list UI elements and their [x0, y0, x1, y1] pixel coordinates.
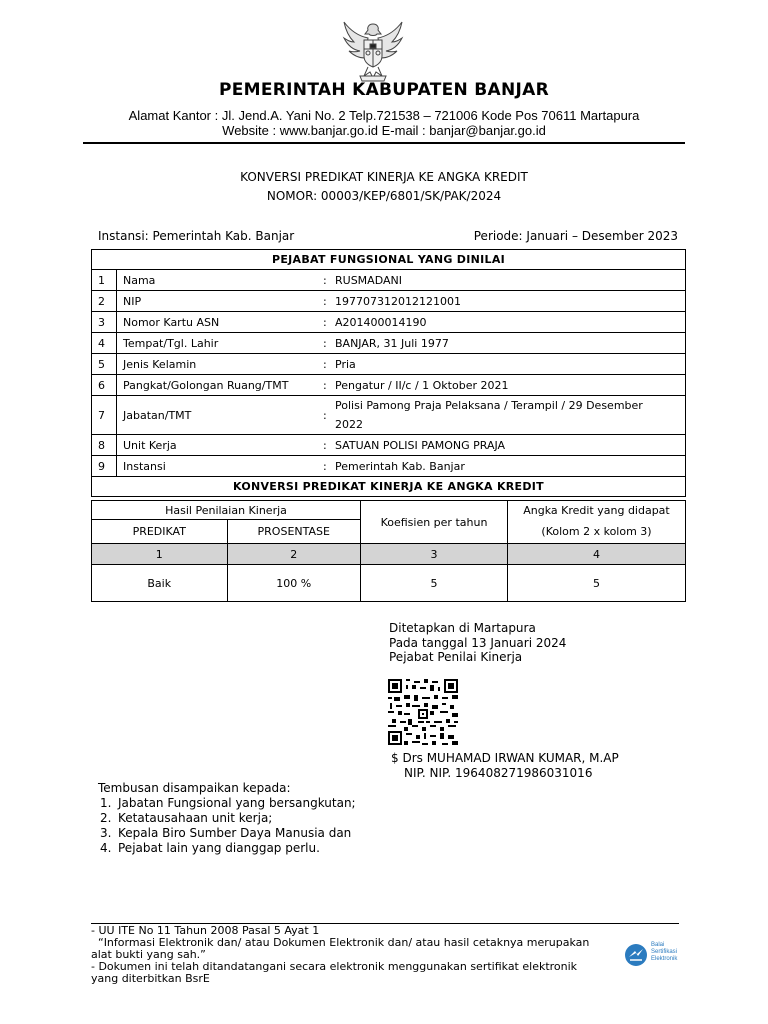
list-item — [100, 796, 356, 811]
row-number: 9 — [92, 456, 117, 477]
koefisien-value: 5 — [361, 565, 508, 602]
cc-title: Tembusan disampaikan kepada: — [98, 781, 291, 795]
row-label: NIP — [117, 291, 324, 312]
conversion-table — [91, 500, 686, 602]
official-heading: PEJABAT FUNGSIONAL YANG DINILAI — [92, 250, 686, 270]
row-number: 8 — [92, 435, 117, 456]
col-angka-kredit: Angka Kredit yang didapat — [508, 501, 686, 520]
row-value-line: 2022 — [335, 418, 363, 431]
row-colon: : — [323, 270, 331, 291]
footer-note — [91, 925, 621, 985]
col-angka-kredit-formula: (Kolom 2 x kolom 3) — [508, 520, 686, 544]
signer-nip: NIP. NIP. 196408271986031016 — [404, 766, 593, 780]
row-number: 3 — [92, 312, 117, 333]
qr-code-icon — [388, 679, 458, 745]
row-value: Pemerintah Kab. Banjar — [331, 456, 686, 477]
row-value-line: Polisi Pamong Praja Pelaksana / Terampil / 29 Desember — [335, 399, 643, 412]
row-number: 7 — [92, 396, 117, 435]
row-value: Pengatur / II/c / 1 Oktober 2021 — [331, 375, 686, 396]
sign-role: Pejabat Penilai Kinerja — [389, 650, 523, 664]
website-email: Website : www.banjar.go.id E-mail : banjar@banjar.go.id — [222, 123, 546, 138]
row-colon: : — [323, 456, 331, 477]
bsre-text: Sertifikasi — [651, 949, 678, 955]
col-number: 4 — [508, 544, 686, 565]
office-address: Alamat Kantor : Jl. Jend.A. Yani No. 2 Telp.721538 – 721006 Kode Pos 70611 Martapura — [128, 108, 640, 123]
row-colon: : — [323, 435, 331, 456]
row-value: 197707312012121001 — [331, 291, 686, 312]
row-number: 4 — [92, 333, 117, 354]
row-colon: : — [323, 333, 331, 354]
row-label: Nomor Kartu ASN — [117, 312, 324, 333]
bsre-logo-icon — [624, 943, 648, 967]
header-divider — [83, 142, 685, 144]
bsre-text: Balai — [651, 942, 665, 948]
table-row — [92, 375, 686, 396]
instansi-label: Instansi: Pemerintah Kab. Banjar — [98, 229, 295, 243]
government-title: PEMERINTAH KABUPATEN BANJAR — [218, 80, 550, 100]
bsre-logo — [624, 942, 688, 968]
sign-date: Pada tanggal 13 Januari 2024 — [389, 636, 567, 650]
row-value: RUSMADANI — [331, 270, 686, 291]
col-number: 3 — [361, 544, 508, 565]
footer-line: alat bukti yang sah.” — [91, 948, 206, 961]
list-number: 4. — [100, 841, 112, 855]
row-label: Nama — [117, 270, 324, 291]
angka-kredit-value: 5 — [508, 565, 686, 602]
row-value: A201400014190 — [331, 312, 686, 333]
col-prosentase: PROSENTASE — [227, 520, 361, 544]
cc-list — [100, 796, 356, 856]
list-item — [100, 826, 356, 841]
row-colon: : — [323, 354, 331, 375]
row-value: Pria — [331, 354, 686, 375]
table-row — [92, 396, 686, 435]
table-row — [92, 270, 686, 291]
table-row — [92, 333, 686, 354]
bsre-text: Elektronik — [651, 956, 678, 962]
list-text: Jabatan Fungsional yang bersangkutan; — [118, 796, 356, 810]
row-colon: : — [323, 375, 331, 396]
row-colon: : — [323, 312, 331, 333]
row-value: BANJAR, 31 Juli 1977 — [331, 333, 686, 354]
table-row — [92, 312, 686, 333]
list-number: 2. — [100, 811, 112, 825]
list-text: Kepala Biro Sumber Daya Manusia dan — [118, 826, 352, 840]
document-title: KONVERSI PREDIKAT KINERJA KE ANGKA KREDIT — [240, 170, 528, 184]
table-row — [92, 435, 686, 456]
footer-line: yang diterbitkan BsrE — [91, 972, 210, 985]
row-number: 6 — [92, 375, 117, 396]
list-item — [100, 841, 356, 856]
table-row — [92, 456, 686, 477]
table-row — [92, 291, 686, 312]
footer-line: - UU ITE No 11 Tahun 2008 Pasal 5 Ayat 1 — [91, 924, 320, 937]
sign-place: Ditetapkan di Martapura — [389, 621, 536, 635]
col-predikat: PREDIKAT — [92, 520, 228, 544]
list-number: 3. — [100, 826, 112, 840]
periode-label: Periode: Januari – Desember 2023 — [473, 229, 678, 243]
document-number: NOMOR: 00003/KEP/6801/SK/PAK/2024 — [266, 189, 502, 203]
row-value: SATUAN POLISI PAMONG PRAJA — [331, 435, 686, 456]
table-row — [92, 354, 686, 375]
row-label: Jenis Kelamin — [117, 354, 324, 375]
row-number: 2 — [92, 291, 117, 312]
row-label: Jabatan/TMT — [117, 396, 324, 435]
signer-name: $ Drs MUHAMAD IRWAN KUMAR, M.AP — [391, 751, 619, 765]
list-text: Pejabat lain yang dianggap perlu. — [118, 841, 320, 855]
row-label: Pangkat/Golongan Ruang/TMT — [117, 375, 324, 396]
prosentase-value: 100 % — [227, 565, 361, 602]
row-label: Tempat/Tgl. Lahir — [117, 333, 324, 354]
list-number: 1. — [100, 796, 112, 810]
garuda-emblem-icon — [340, 18, 406, 84]
footer-line: “Informasi Elektronik dan/ atau Dokumen Elektronik dan/ atau hasil cetaknya merupakan — [91, 936, 590, 949]
conversion-heading: KONVERSI PREDIKAT KINERJA KE ANGKA KREDIT — [92, 477, 686, 497]
col-koefisien: Koefisien per tahun — [361, 501, 508, 544]
footer-line: - Dokumen ini telah ditandatangani secara elektronik menggunakan sertifikat elektronik — [91, 960, 578, 973]
row-label: Instansi — [117, 456, 324, 477]
col-number: 1 — [92, 544, 228, 565]
official-table — [91, 249, 686, 497]
list-text: Ketatausahaan unit kerja; — [118, 811, 273, 825]
row-value — [331, 396, 686, 435]
col-hasil: Hasil Penilaian Kinerja — [92, 501, 361, 520]
col-number: 2 — [227, 544, 361, 565]
row-number: 5 — [92, 354, 117, 375]
predikat-value: Baik — [92, 565, 228, 602]
row-colon: : — [323, 291, 331, 312]
list-item — [100, 811, 356, 826]
row-label: Unit Kerja — [117, 435, 324, 456]
row-colon: : — [323, 396, 331, 435]
row-number: 1 — [92, 270, 117, 291]
